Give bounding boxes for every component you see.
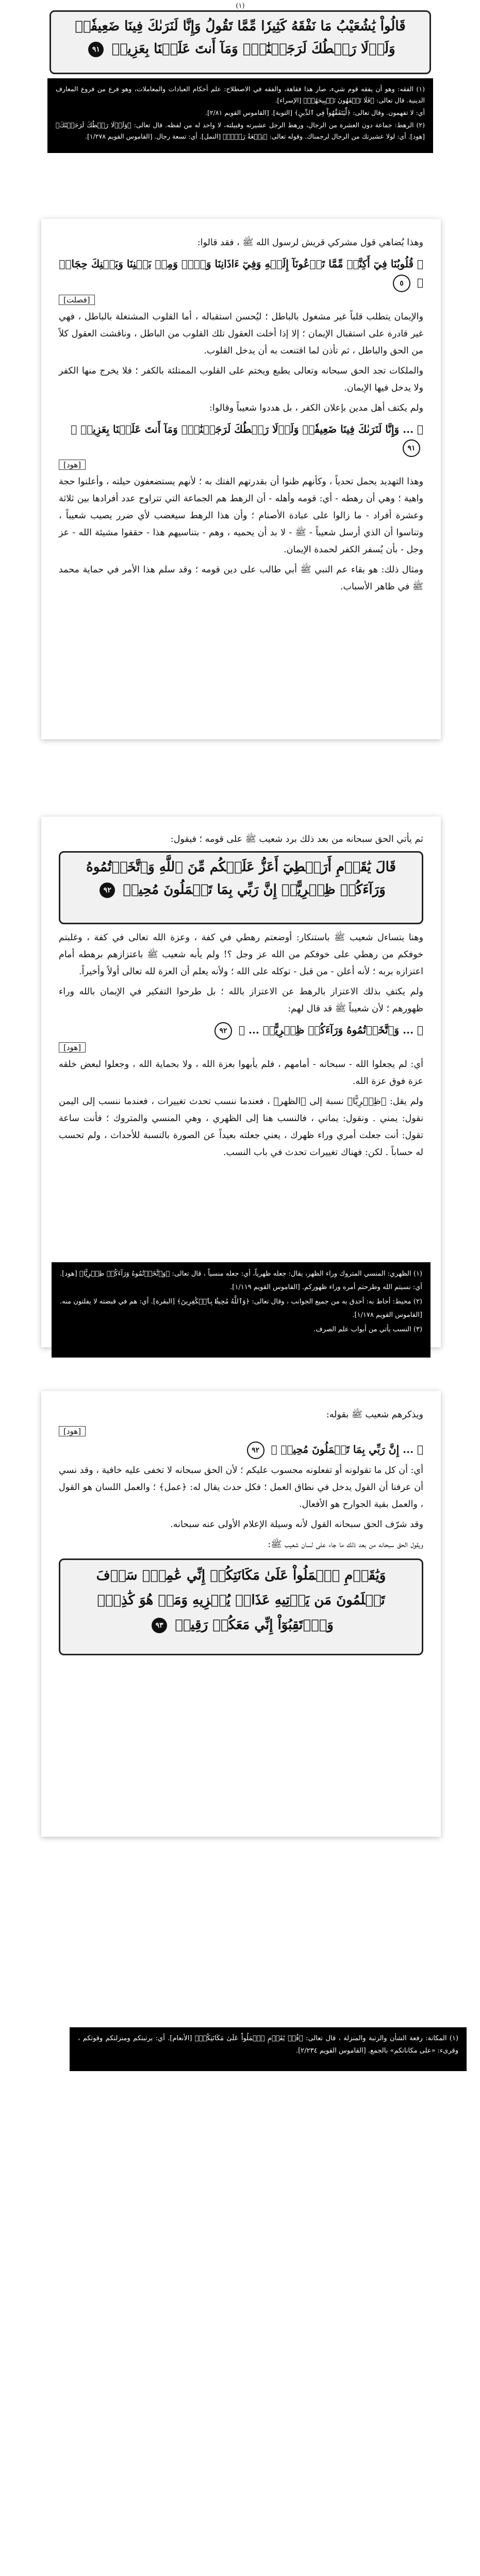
quran-quote-text: ﴿ قُلُوبُنَا فِيٓ أَكِنَّةٖ مِّمَّا تَدۡعُونَآ إِلَيۡهِ وَفِيٓ ءَاذَانِنَا وَقۡرٞ وَمِنۢ بَيۡنِنَا وَبَيۡنِكَ حِجَابٞ ﴾ (59, 258, 423, 289)
quran-verse-band-1 (49, 10, 431, 74)
footnote: (٢) محيط: أحاط به: أحدق به من جميع الجوانب ، وقال تعالى: ﴿وَٱللَّهُ مُحِيطُۢ بِٱلۡكَٰفِرِينَ﴾ [البقرة]. أي: هم في قبضته لا يفلتون منه. [القاموس القويم ١/١٧٨]. (60, 1298, 422, 1319)
quran-verse-text: وَيَٰقَوۡمِ ٱعۡمَلُواْ عَلَىٰ مَكَانَتِكُمۡ إِنِّي عَٰمِلٞۖ سَوۡفَ تَعۡلَمُونَ مَن يَأۡتِيهِ عَذَابٞ يُخۡزِيهِ وَمَنۡ هُوَ كَٰذِبٞۖ وَٱرۡتَقِبُوٓاْ إِنِّي مَعَكُمۡ رَقِيبٞ (96, 1567, 386, 1633)
quran-verse-text: قَالُواْ يَٰشُعَيْبُ مَا نَفْقَهُ كَثِيرٗا مِّمَّا تَقُولُ وَإِنَّا لَنَرَىٰكَ فِينَا ضَعِيفٗاۖ وَلَوۡلَا رَهۡطُكَ لَرَجَمۡنَٰكَۖ وَمَآ أَنتَ عَلَيۡنَا بِعَزِيزٖ (75, 19, 406, 57)
surah-reference: [هود] (59, 1043, 423, 1052)
body-paragraph: ولم يكتف أهل مدين بإعلان الكفر ، بل هددوا شعيباً وقالوا: (209, 402, 423, 413)
body-paragraph: أي: أن كل ما تقولونه أو تفعلونه محسوب عليكم ؛ لأن الحق سبحانه لا تخفى عليه خافية ، وقد نسي أن عرفنا أن القول يدخل في نطاق العمل ؛ فكل حدث يقال له: ﴿عمل﴾ ؛ والعمل اللسان هو القول ، والعمل بقية الجوارح هو الأفعال. (59, 1465, 423, 1510)
intro-paragraph: وهذا يُضاهي قول مشركي قريش لرسول الله ﷺ ، فقد قالوا: (197, 238, 423, 248)
ayah-number-badge: ٥ (393, 275, 410, 292)
quran-verse-band-4 (59, 1558, 423, 1655)
ayah-number-badge: ٩٢ (100, 883, 115, 898)
footnote: أي: لا تفهمون. وقال تعالى: ﴿لِّيَتَفَقَّهُواْ فِي ٱلدِّينِ﴾ [التوبة]. [القاموس القويم ٢/٨١]. (205, 109, 425, 116)
footnote: (١) المكانة: رفعة الشأن والرتبة والمنزلة ، قال تعالى: ﴿قُلۡ يَٰقَوۡمِ ٱعۡمَلُواْ عَلَىٰ مَكَانَتِكُمۡ﴾ [الأنعام]. أي: برتبتكم ومنزلتكم وقوتكم ، وقرىء: «على مكاناتكم» بالجمع. [القاموس القويم ٢/٢٣٤]. (78, 2035, 458, 2055)
quran-verse-text: قَالَ يَٰقَوۡمِ أَرَهۡطِيٓ أَعَزُّ عَلَيۡكُم مِّنَ ٱللَّهِ وَٱتَّخَذۡتُمُوهُ وَرَآءَكُمۡ ظِهۡرِيًّاۖ إِنَّ رَبِّي بِمَا تَعۡمَلُونَ مُحِيطٞ (86, 859, 396, 897)
page-4 (41, 1391, 441, 1837)
body-paragraph: والملكات تجد الحق سبحانه وتعالى يطبع ويختم على القلوب الممتلئة بالكفر ؛ فلا يخرج منها الكفر ولا يدخل فيها الإيمان. (59, 365, 423, 393)
body-paragraph: ومثال ذلك: هو بقاء عم النبي ﷺ أبي طالب على دين قومه ؛ وقد سلم هذا الأمر في حماية محمد ﷺ في ظاهر الأسباب. (59, 565, 423, 592)
body-paragraph: وقد شرّف الحق سبحانه القول لأنه وسيلة الإعلام الأولى عنه سبحانه. (170, 1519, 423, 1530)
footnote: (٢) الرهط: جماعة دون العشرة من الرجال، ورهط الرجل عشيرته وقبيلته، لا واحد له من لفظه. قال تعالى: ﴿وَلَوۡلَا رَهۡطُكَ لَرَجَمۡنَٰكَ﴾ [هود]. أي: لولا عشيرتك من الرجال لرجمناك. وقوله تعالى: ﴿تِسۡعَةُ رَهۡطٖ﴾ [النمل]. أي: تسعة رجال. [القاموس القويم ١/٢٧٨]. (56, 121, 425, 140)
page-2 (41, 219, 441, 739)
footnote: (٣) النسب يأتي من أبواب علم الصرف. (313, 1326, 422, 1333)
body-paragraph: وهذا التهديد يحمل تحدياً ، وكأنهم ظنوا أن بقدرتهم الفتك به ؛ لأنهم يستضعفون حيلته ، وأعلنوا حجة واهية ؛ وهي أن رهطه - أي: قومه وأهله - أن الرهط هم الجماعة التي تتراوح عدد أفرادها بين ثلاثة وعشرة أفراد - ما زالوا على عبادة الأصنام ؛ وأن هذا الرهط سيغضب لأي ضرر يصيب شعيباً ، وتناسوا أن الذي أرسل شعيباً - ﷺ - لا بد أن يحميه ، وهم - بتناسيهم هذا - حققوا مشيئة الله - عز وجل - بأن يُسفر الكفر لحمدة الإيمان. (59, 477, 423, 555)
footnote-panel-3 (52, 1262, 431, 1358)
quran-quote (59, 420, 423, 457)
footnote-panel-1 (47, 78, 433, 153)
footnote: (١) الفقه: وهو أن يفقه قوم شيء، صار هذا فقاهة، والفقه في الاصطلاح: علم أحكام العبادات والمعاملات، وهو فرع من فروع المعارف الدينية. قال تعالى: ﴿فَلَا تَفۡقَهُونَ تَسۡبِيحَهُمۡ﴾ [الإسراء]. (56, 85, 425, 104)
body-paragraph: والإيمان يتطلب قلباً غير مشغول بالباطل ؛ ليُحسن استقباله ، أما القلوب المشتغلة بالباطل ، فهي غير قادرة على استقبال الإيمان ؛ إلا إذا أخلت العقول تلك القلوب من الباطل ، وناقشت العقول كلاً من الحق والباطل ، ثم تأذن لما اقتنعت به أن يدخل القلوب. (59, 311, 423, 356)
body-paragraph: ولم يكتفِ بذلك الاعتزاز بالرهط عن الاعتزاز بالله ؛ بل طرحوا التفكير في الإيمان بالله وراء ظهورهم ؛ لأن شعيباً ﷺ قد قال لهم: (59, 987, 423, 1014)
footnote-panel-4 (70, 2027, 467, 2071)
ayah-number-badge: ٩٢ (214, 1022, 232, 1040)
quran-quote (59, 255, 423, 292)
footnote: (١) الظهري: المنسي المتروك وراء الظهر، يقال: جعله ظهرياً، أي: جعله منسياً ، قال تعالى: ﴿وَٱتَّخَذۡتُمُوهُ وَرَآءَكُمۡ ظِهۡرِيًّا﴾ [هود]. أي: نسيتم الله وطرحتم أمره وراء ظهوركم. [القاموس القويم ١/١١٩]. (60, 1270, 422, 1291)
body-paragraph: وهنا يتساءل شعيب ﷺ باستنكار: أوضعتم رهطي في كفة ، وعزة الله تعالى في كفة ، وغلبتم خوفكم من رهطي على خوفكم من الله عز وجل ؟! ولم يأبه شعيب ﷺ باعتزازهم برهطه أمام اعتزازه بربه ؛ لأنه أعلن - من قبل - توكله على الله ؛ ولأنه يعلم أن العزة لله تعالى أولاً وأخيراً. (59, 933, 423, 977)
surah-reference: [هود] (59, 1427, 423, 1436)
body-paragraph: أي: لم يجعلوا الله - سبحانه - أمامهم ، فلم يأبهوا بعزة الله ، ولا بحماية الله ، وجعلوا لبعض خلقه عزة فوق عزة الله. (59, 1059, 423, 1087)
surah-reference: [هود] (59, 460, 423, 469)
quran-quote-text: ﴿ ... إِنَّ رَبِّي بِمَا تَعۡمَلُونَ مُحِيطٞ ﴾ (271, 1443, 423, 1455)
ayah-number-badge: ٩٣ (152, 1618, 167, 1633)
ayah-number-badge: ٩١ (88, 42, 104, 57)
surah-reference: [فصلت] (59, 295, 423, 304)
ayah-number-badge: ٩١ (403, 439, 420, 457)
intro-paragraph: ثم يأتي الحق سبحانه من بعد ذلك برد شعيب ﷺ على قومه ؛ فيقول: (170, 834, 423, 844)
page-1-bracket: (١) (236, 2, 245, 10)
quran-quote (59, 1021, 423, 1040)
page-1 (47, 2, 433, 139)
intro-paragraph: ويذكرهم شعيب ﷺ بقوله: (326, 1410, 423, 1420)
body-paragraph: ولم يقل: ﴿ظِهۡرِيًّا﴾ نسبة إلى ﴿الظهر﴾ ، فعندما ننسب تحدث تغييرات ، فعندما ننسب إلى اليمن نقول: يمني . ونقول: يماني ، فالنسب هنا إلى الظهري ، وهي المنسي والمتروك ؛ فأنت ساعة تقول: أنت جعلت أمري وراء ظهرك ، يعني جعلته بعيداً عن الصورة بالنسبة للأحداث ، ولم تحسب له حساباً . لكن: فهناك تغييرات تحدث في باب النسب. (59, 1096, 423, 1158)
quran-verse-band-3 (59, 851, 423, 924)
quran-quote-text: ﴿ ... وَإِنَّا لَنَرَىٰكَ فِينَا ضَعِيفٗاۖ وَلَوۡلَا رَهۡطُكَ لَرَجَمۡنَٰكَۖ وَمَآ أَنتَ عَلَيۡنَا بِعَزِيزٖ ﴾ (71, 422, 423, 435)
body-paragraph: ويقول الحق سبحانه من بعد ذلك ما جاء على لسان شعيب ﷺ: (268, 1539, 423, 1550)
quran-quote-text: ﴿ ... وَٱتَّخَذۡتُمُوهُ وَرَآءَكُمۡ ظِهۡرِيًّاۖ ... ﴾ (239, 1024, 423, 1036)
quran-quote (59, 1440, 423, 1459)
ayah-number-badge: ٩٢ (247, 1442, 264, 1459)
